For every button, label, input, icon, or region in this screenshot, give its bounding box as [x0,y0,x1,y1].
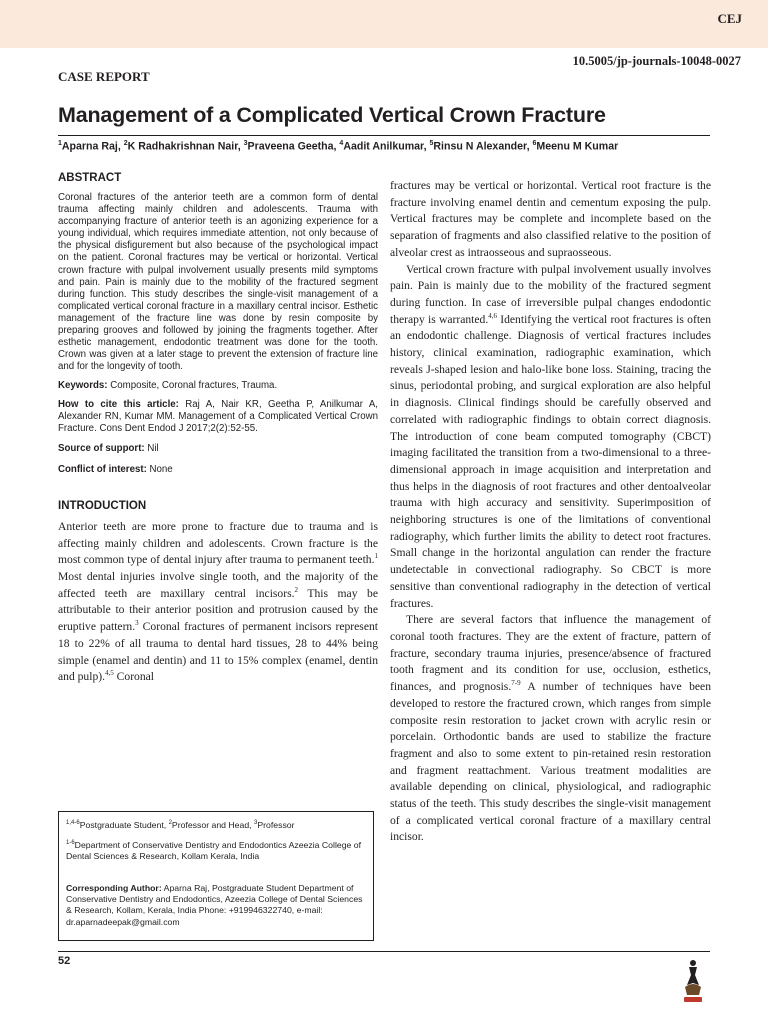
author-name: Aparna Raj [61,140,118,153]
page-number: 52 [58,955,71,967]
body-paragraph: There are several factors that influence the management of coronal tooth fractures. They are the extent of fracture, pattern of fracture, secondary trauma injuries, presence/absence of fractured tooth fragment and its condition for use, occlusion, esthetics, finances, and prognosis.$^{7-9}$ A number of techniques have been developed to restore the fractured crown, which ranges from simple composite resin restoration to jacket crown with acrylic resin or porcelain. Orthodontic bands are used to stabilize the fracture fragment and also to some extent to pin-retained resin restoration and fragment reattachment. Various treatment modalities are available depending on clinical, physiological, and radiographic status of the teeth. This study describes the single-visit management of a complicated vertical coronal fracture of a maxillary central incisor. [390,613,711,844]
introduction-heading: INTRODUCTION [58,499,147,512]
corresponding-author: Corresponding Author: Aparna Raj, Postgraduate Student Department of Conservative Dentistry and Endodontics, Azeezia College of Dental Sciences & Research, Kollam, Kerala, India Phone: +919946322740, e-mail: dr.aparnadeepak@gmail.com [66,883,363,927]
journal-abbreviation: CEJ [717,11,742,26]
header-band [0,0,768,48]
conflict-of-interest: Conflict of interest: None [58,463,173,475]
body-paragraph: fractures may be vertical or horizontal. Vertical root fracture is the fracture involving enamel dentin and cementum exposing the pulp. Vertical fractures may be complete and incomplete based on the separation of fragments and also classified relative to the position of alveolar crest as intraosseous and supraosseous. [390,179,711,259]
doi-link[interactable]: 10.5005/jp-journals-10048-0027 [572,54,741,68]
citation-ref[interactable]: 1 [374,552,378,561]
author-name: Rinsu N Alexander [433,140,527,153]
affiliation-roles: $^{1,4-6}$Postgraduate Student, $^2$Professor and Head, $^3$Professor [66,819,295,830]
article-type-label: CASE REPORT [58,69,150,84]
right-column [390,178,711,846]
author-list: $^1$Aparna Raj, $^2$K Radhakrishnan Nair, $^3$Praveena Geetha, $^4$Aadit Anilkumar, $^5$Rinsu N Alexander, $^6$Meenu M Kumar [58,140,619,153]
title-divider [58,135,710,136]
affiliation-department: $^{1-6}$Department of Conservative Dentistry and Endodontics Azeezia College of Dental Sciences & Research, Kollam Kerala, India [66,839,362,862]
jaypee-logo-icon [680,955,706,1007]
citation-ref[interactable]: 4,5 [105,669,114,678]
citation: How to cite this article: Raj A, Nair KR, Geetha P, Anilkumar A, Alexander RN, Kumar MM. Management of a Complicated Vertical Crown Fracture. Cons Dent Endod J 2017;2(2):52-55. [58,398,378,434]
keywords: Keywords: Composite, Coronal fractures, Trauma. [58,380,278,392]
author-name: Aadit Anilkumar [343,140,424,153]
left-column [58,172,378,686]
author-name: Praveena Geetha [247,140,334,153]
article-title: Management of a Complicated Vertical Crown Fracture [58,103,606,127]
body-paragraph: Vertical crown fracture with pulpal involvement usually involves pain. Pain is mainly due to the mobility of the fractured segment during function. In case of irreversible pulpal changes endodontic therapy is warranted.$^{4,6}$ Identifying the vertical root fractures is often an endodontic challenge. Diagnosis of vertical fractures includes history, clinical examination, radiographic examination, which reveals J-shaped lesion and halo-like bone loss. Staining, tracing the sinus, periodontal probing, and surgical exploration are also helpful in diagnosis. Clinical findings should be carefully observed and correlated with radiographic findings to obtain correct diagnosis. The introduction of cone beam computed tomography (CBCT) imaging facilitated the transition from a two-dimensional to a three-dimensional approach in image acquisition and interpretation and thus helps in the diagnosis of root fractures and other dentoalveolar trauma with high accuracy and sensitivity. Superimposition of neighboring structures is one of the limitations of conventional radiography, which further limits the ability to detect root fractures. Small change in the horizontal angulation can render the fracture undetectable in convectional radiography. So CBCT is more sensitive than conventional radiography in the detection of vertical fractures. [390,262,711,610]
citation-ref[interactable]: 4,6 [488,311,497,320]
abstract-text: Coronal fractures of the anterior teeth are a common form of dental trauma affecting mainly children and adolescents. Trauma with accompanying fracture of anterior teeth is an agonizing experience for a young individual, which requires immediate attention, not only because of the physical disfigurement but also because of the psychological impact on the patient. Coronal fractures may be vertical or horizontal. Vertical crown fracture with pulpal involvement usually presents mild symptoms and pain. Pain is mainly due to the mobility of the fractured segment during function. This study describes the single-visit management of a complicated vertical coronal fracture in a maxillary central incisor. Esthetic management of the fracture line was done by resin composite by preparing grooves and followed by joining the fragments together. After esthetic management, endodontic treatment was done for the tooth. Crown was given at a later stage to prevent the extension of fracture line and for the longevity of tooth. [58,192,378,373]
citation-ref[interactable]: 7-9 [511,679,521,688]
author-name: Meenu M Kumar [536,140,619,153]
citation-ref[interactable]: 3 [135,619,139,628]
author-name: K Radhakrishnan Nair [127,140,238,153]
introduction-paragraph: Anterior teeth are more prone to fracture due to trauma and is affecting mainly children and adolescents. Crown fracture is the most common type of dental injury after trauma to permanent teeth.$^1$ Most dental injuries involve single tooth, and the majority of the affected teeth are maxillary central incisors.$^2$ This may be attributable to their anterior position and protrusion caused by the eruptive pattern.$^3$ Coronal fractures of permanent incisors represent 18 to 22% of all trauma to dental hard tissues, 28 to 44% being simple (enamel and dentin) and 11 to 15% complex (enamel, dentin and pulp).$^{4,5}$ Coronal [58,519,378,684]
citation-ref[interactable]: 2 [294,585,299,594]
source-of-support: Source of support: Nil [58,442,159,454]
abstract-heading: ABSTRACT [58,172,122,184]
footer-divider [58,951,710,952]
